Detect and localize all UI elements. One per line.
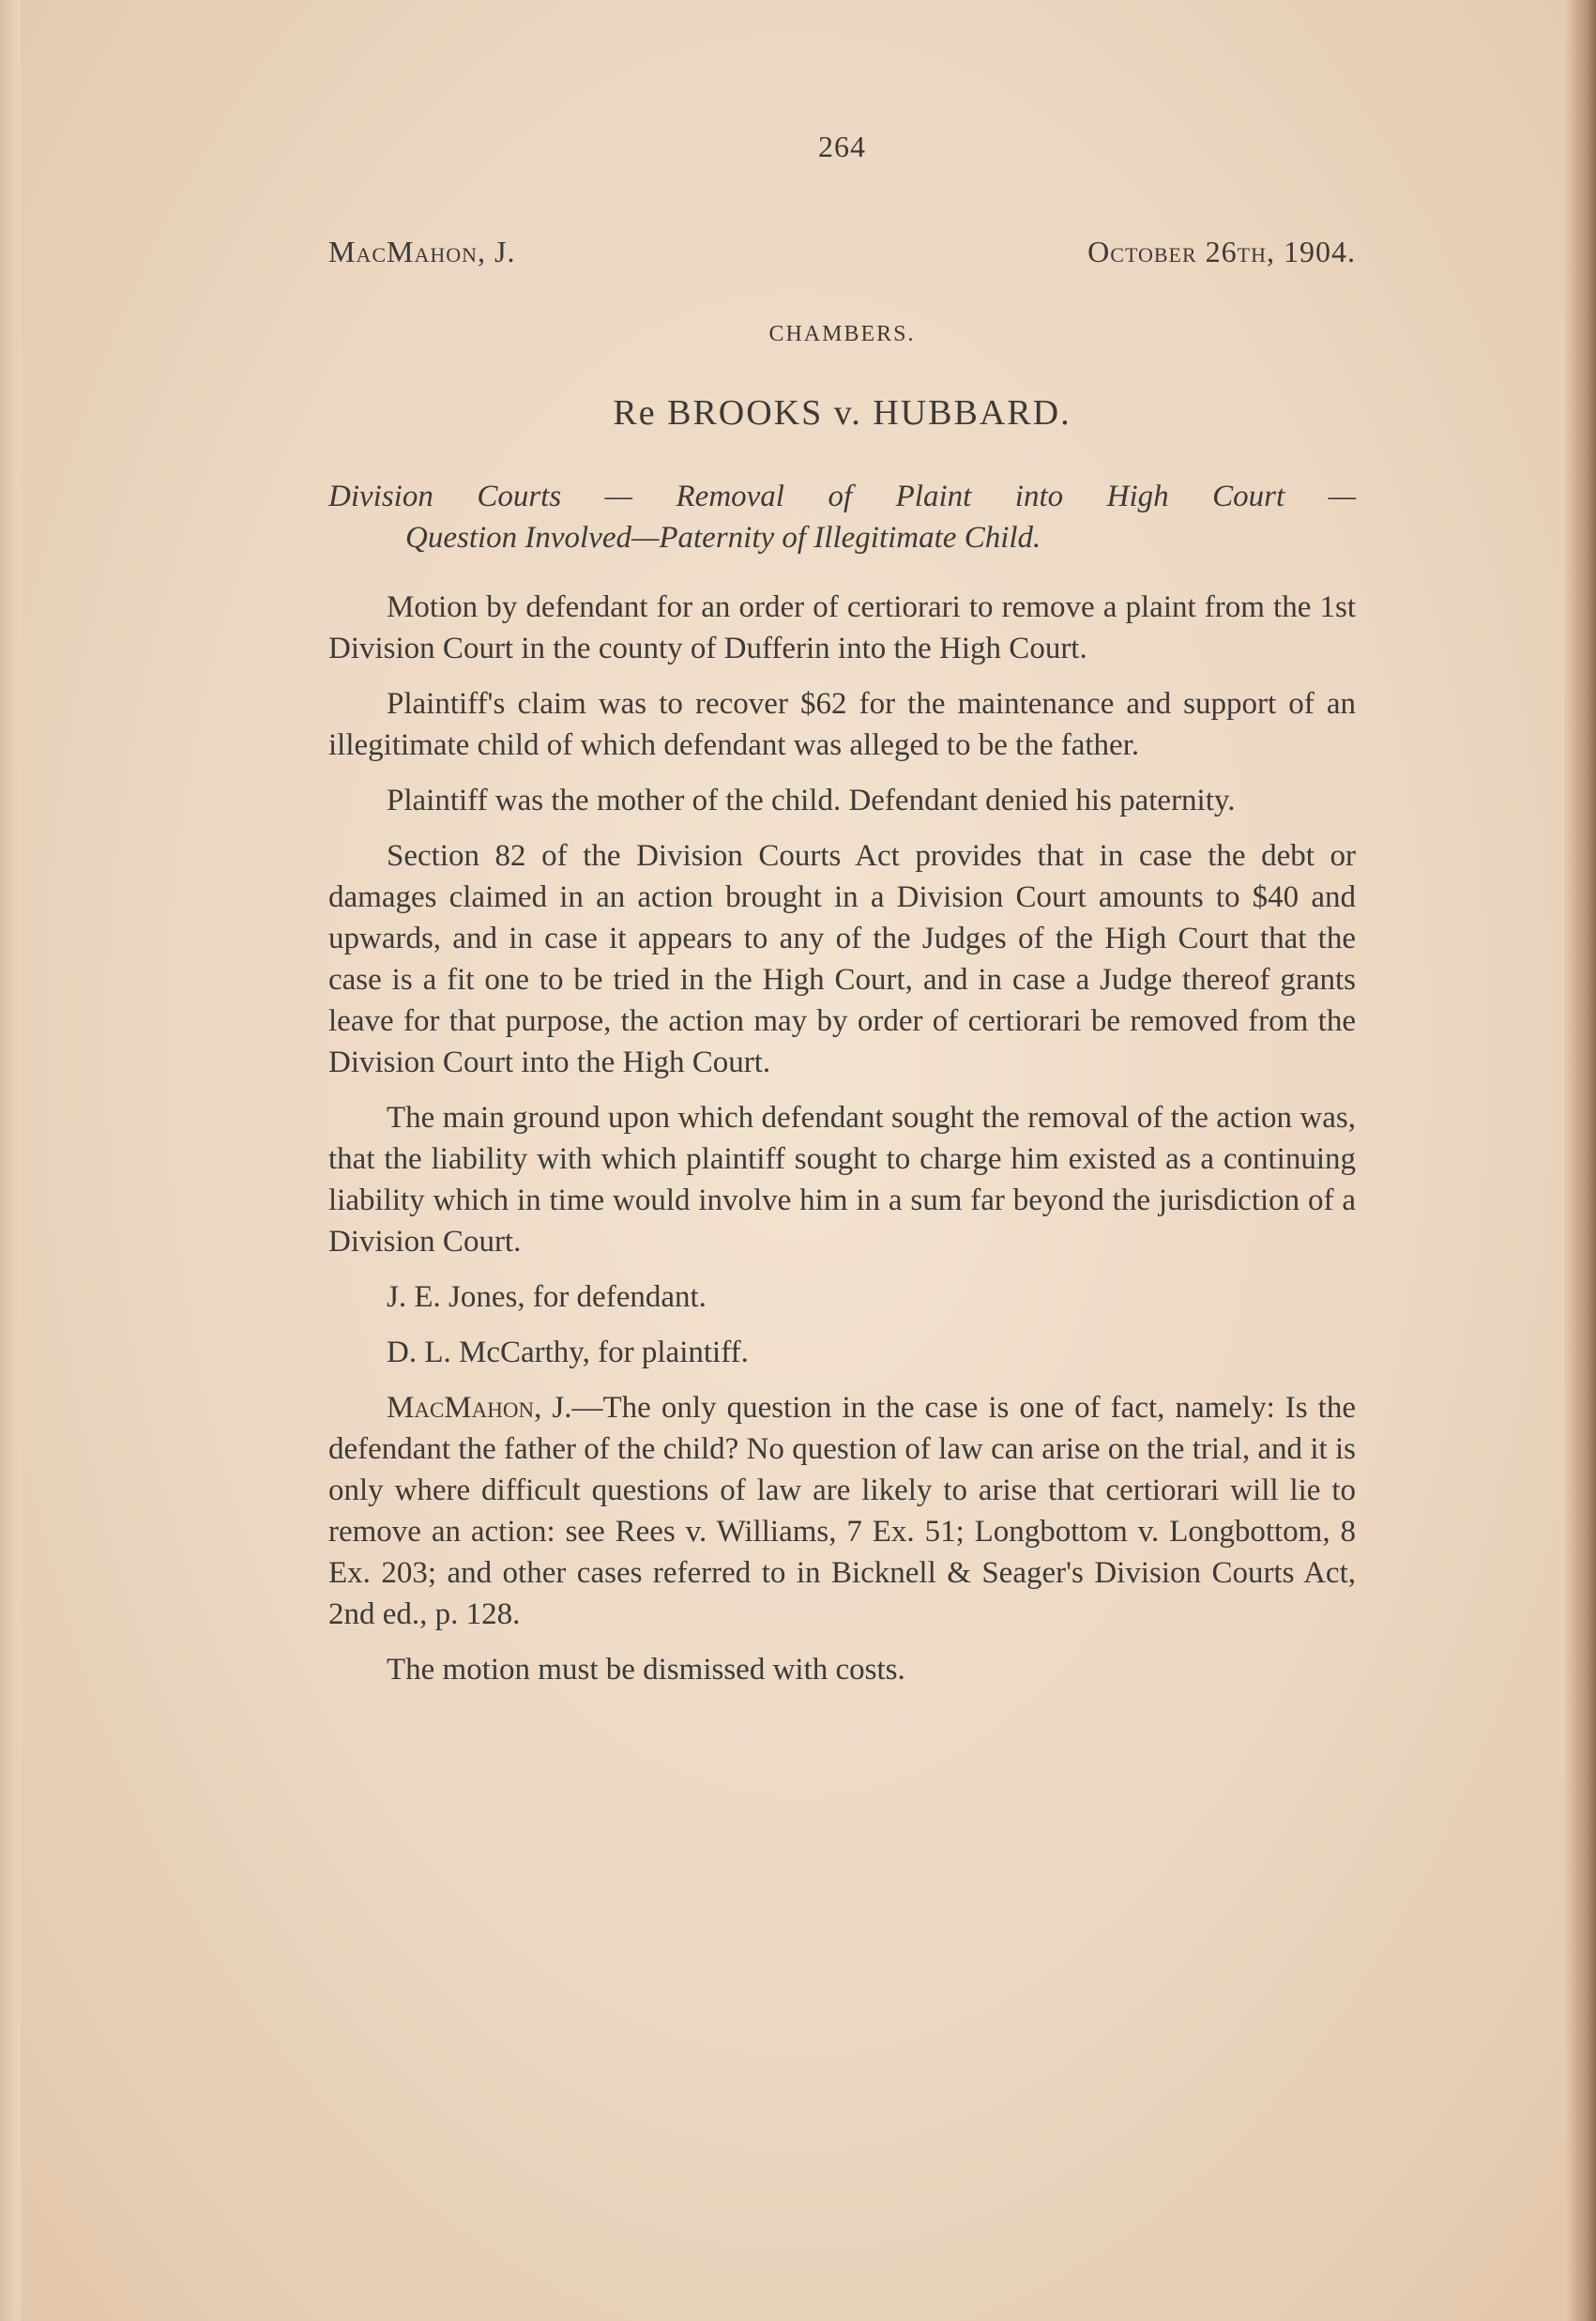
page-left-edge — [0, 0, 21, 2321]
page-number: 264 — [818, 130, 866, 163]
conclusion: The motion must be dismissed with costs. — [387, 1653, 905, 1687]
paragraph-motion: Motion by defendant for an order of certiorari to remove a plaint from the 1st Division Court in the county of Dufferin into the High Court. — [328, 590, 1356, 665]
paragraph-statute: Section 82 of the Division Courts Act provides that in case the debt or damages claimed in an action brought in a Division Court amounts to $40 and upwards, and in case it appears to any of the Judges of the High Court that the case is a fit one to be tried in the High Court, and in case a Judge thereof grants leave for that purpose, the action may by order of certiorari be removed from the Division Court into the High Court. — [328, 839, 1356, 1079]
case-title: Re BROOKS v. HUBBARD. — [613, 393, 1072, 433]
header-judge: MacMahon, J. — [328, 235, 516, 268]
judgment-paragraph — [328, 1387, 1356, 1635]
paragraph-parties: Plaintiff was the mother of the child. Defendant denied his paternity. — [387, 784, 1236, 817]
court-label: CHAMBERS. — [768, 322, 916, 346]
page-right-edge — [1564, 0, 1596, 2321]
paragraph-claim: Plaintiff's claim was to recover $62 for the maintenance and support of an illegitimate child of which defendant was alleged to be the father. — [328, 687, 1356, 762]
paragraph-ground: The main ground upon which defendant sought the removal of the action was, that the liability with which plaintiff sought to charge him existed as a continuing liability which in time would involve him in a sum far beyond the jurisdiction of a Division Court. — [328, 1101, 1356, 1259]
headnote-line-2: Question Involved—Paternity of Illegitimate Child. — [405, 521, 1041, 555]
body-text — [328, 587, 1356, 1704]
headnote — [328, 476, 1356, 558]
judgment-speaker: MacMahon, J. — [387, 1391, 572, 1425]
judgment-text: —The only question in the case is one of fact, namely: Is the defendant the father of the child? No question of law can arise on the trial, and it is only where difficult questions of law are likely to arise that certiorari will lie to remove an action: see Rees v. Williams, 7 Ex. 51; Longbottom v. Longbottom, 8 Ex. 203; and other cases referred to in Bicknell & Seager's Division Courts Act, 2nd ed., p. 128. — [328, 1391, 1356, 1631]
headnote-line-1: Division Courts — Removal of Plaint into High Court — — [328, 480, 1356, 513]
header-date: October 26th, 1904. — [1087, 235, 1356, 268]
counsel-plaintiff: D. L. McCarthy, for plaintiff. — [387, 1336, 749, 1369]
counsel-defendant: J. E. Jones, for defendant. — [387, 1280, 707, 1314]
